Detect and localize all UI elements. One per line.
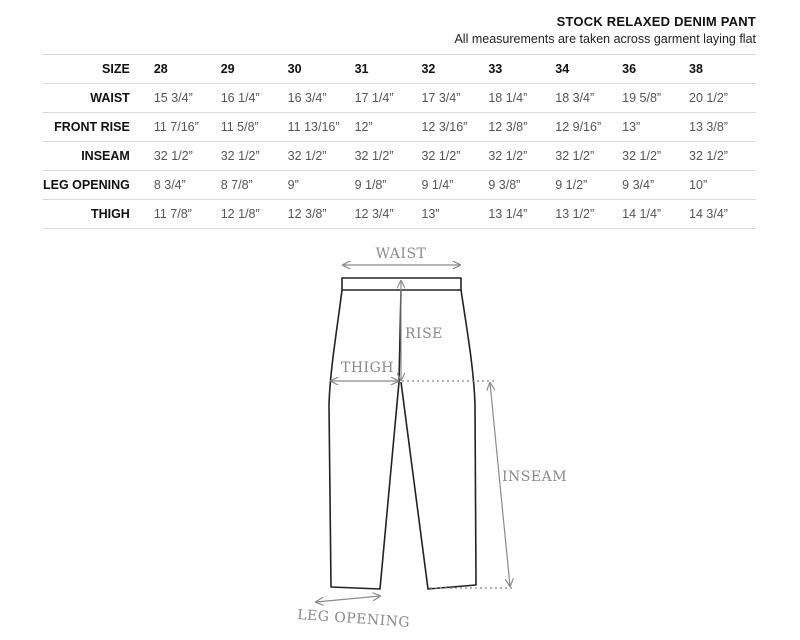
measurement-cell: 12 3/16”	[421, 113, 488, 142]
measurement-cell: 13”	[421, 200, 488, 229]
measurement-cell: 11 5/8”	[221, 113, 288, 142]
leg-opening-arrow	[316, 596, 380, 602]
size-header-cell: 36	[622, 55, 689, 84]
measurement-cell: 14 1/4”	[622, 200, 689, 229]
measurement-cell: 12 9/16”	[555, 113, 622, 142]
measurement-cell: 8 7/8”	[221, 171, 288, 200]
measurement-cell: 12 1/8”	[221, 200, 288, 229]
pant-outline	[329, 278, 476, 589]
thigh-label: THIGH	[341, 360, 394, 376]
waist-label: WAIST	[375, 246, 427, 262]
measurement-guides	[316, 265, 513, 602]
size-header-cell: 28	[154, 55, 221, 84]
left-leg-outline	[329, 290, 401, 589]
measurement-cell: 11 13/16”	[288, 113, 355, 142]
measurement-cell: 9”	[288, 171, 355, 200]
measurement-cell: 13 1/4”	[488, 200, 555, 229]
measurement-cell: 10”	[689, 171, 756, 200]
measurement-cell: 16 3/4”	[288, 84, 355, 113]
measurement-cell: 19 5/8”	[622, 84, 689, 113]
measurement-cell: 17 1/4”	[355, 84, 422, 113]
row-label: SIZE	[43, 55, 154, 84]
measurement-cell: 9 3/8”	[488, 171, 555, 200]
rise-label: RISE	[405, 326, 443, 342]
size-header-cell: 29	[221, 55, 288, 84]
measurement-cell: 8 3/4”	[154, 171, 221, 200]
measurement-cell: 9 1/2”	[555, 171, 622, 200]
size-header-cell: 32	[421, 55, 488, 84]
measurement-cell: 12”	[355, 113, 422, 142]
measurement-cell: 13”	[622, 113, 689, 142]
measurement-cell: 9 1/8”	[355, 171, 422, 200]
measurement-cell: 32 1/2”	[421, 142, 488, 171]
measurement-cell: 32 1/2”	[154, 142, 221, 171]
measurement-cell: 18 1/4”	[488, 84, 555, 113]
measurement-cell: 20 1/2”	[689, 84, 756, 113]
measurement-cell: 11 7/16”	[154, 113, 221, 142]
measurement-cell: 12 3/8”	[288, 200, 355, 229]
size-header-cell: 34	[555, 55, 622, 84]
measurement-cell: 14 3/4”	[689, 200, 756, 229]
inseam-label: INSEAM	[502, 469, 568, 485]
size-header-cell: 33	[488, 55, 555, 84]
measurement-cell: 18 3/4”	[555, 84, 622, 113]
measurement-cell: 9 1/4”	[421, 171, 488, 200]
row-label: WAIST	[43, 84, 154, 113]
measurement-cell: 13 1/2”	[555, 200, 622, 229]
leg-opening-label: LEG OPENING	[296, 607, 411, 631]
measurement-cell: 12 3/8”	[488, 113, 555, 142]
measurement-cell: 32 1/2”	[288, 142, 355, 171]
measurement-cell: 13 3/8”	[689, 113, 756, 142]
row-label: FRONT RISE	[43, 113, 154, 142]
measurement-cell: 16 1/4”	[221, 84, 288, 113]
size-header-cell: 31	[355, 55, 422, 84]
row-label: LEG OPENING	[43, 171, 154, 200]
measurement-cell: 15 3/4”	[154, 84, 221, 113]
row-label: INSEAM	[43, 142, 154, 171]
measurement-cell: 9 3/4”	[622, 171, 689, 200]
measurement-cell: 32 1/2”	[355, 142, 422, 171]
measurement-cell: 32 1/2”	[555, 142, 622, 171]
measurement-cell: 32 1/2”	[689, 142, 756, 171]
measurement-cell: 32 1/2”	[221, 142, 288, 171]
size-header-cell: 30	[288, 55, 355, 84]
page-subtitle: All measurements are taken across garment laying flat	[454, 32, 756, 46]
size-header-cell: 38	[689, 55, 756, 84]
measurement-cell: 17 3/4”	[421, 84, 488, 113]
measurement-cell: 32 1/2”	[488, 142, 555, 171]
measurement-cell: 12 3/4”	[355, 200, 422, 229]
measurement-cell: 32 1/2”	[622, 142, 689, 171]
row-label: THIGH	[43, 200, 154, 229]
measurement-cell: 11 7/8”	[154, 200, 221, 229]
page-title: STOCK RELAXED DENIM PANT	[556, 14, 756, 29]
